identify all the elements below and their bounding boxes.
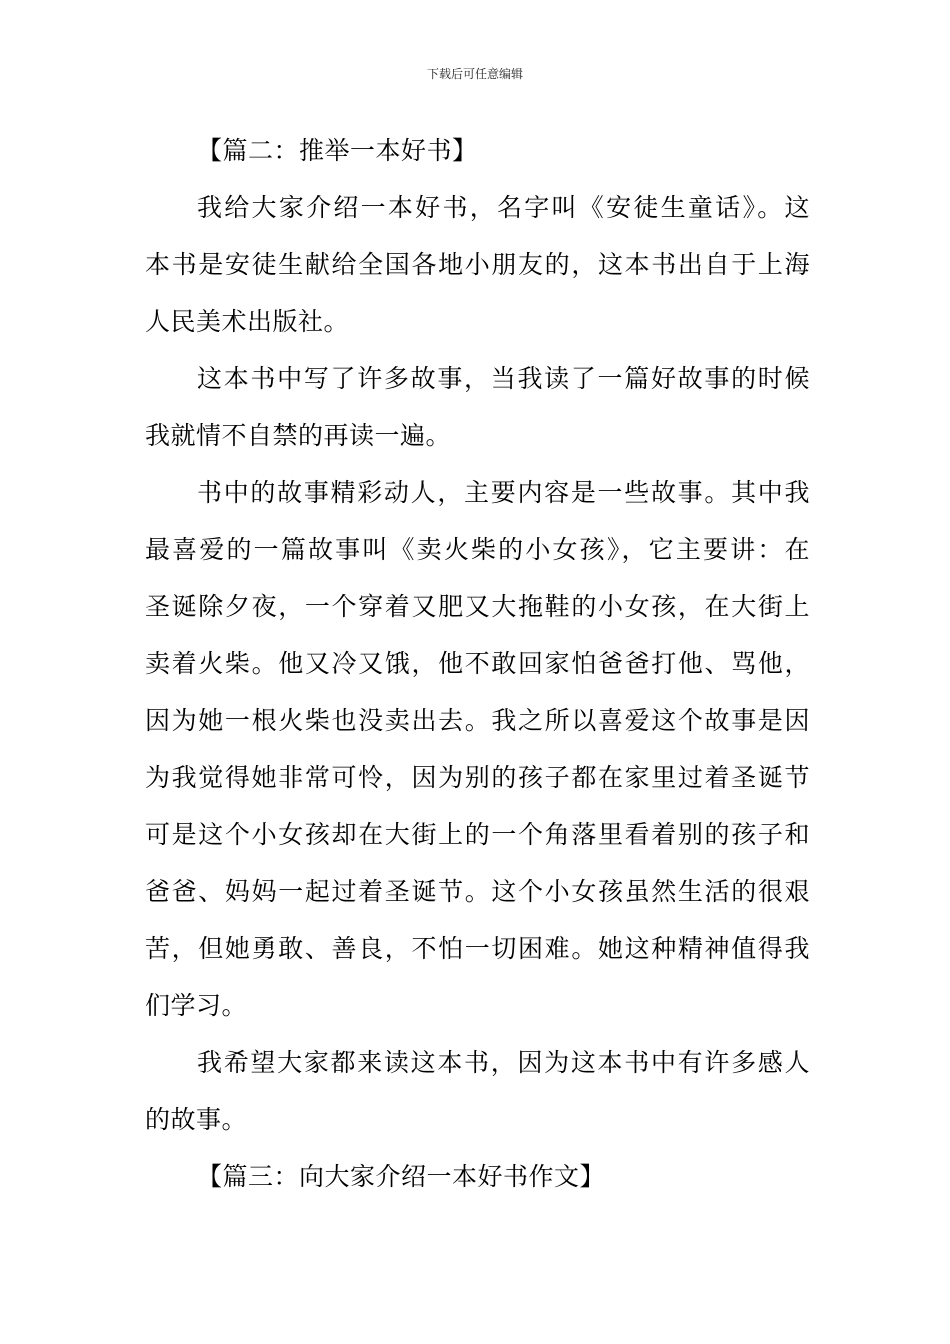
paragraph-3 (145, 464, 810, 1034)
paragraph-4 (145, 1034, 810, 1148)
page-header: 下载后可任意编辑 (426, 67, 523, 81)
paragraph-line: 苦，但她勇敢、善良，不怕一切困难。她这种精神值得我 (145, 934, 810, 963)
paragraph-line: 们学习。 (145, 991, 248, 1020)
paragraph-line: 书中的故事精彩动人，主要内容是一些故事。其中我 (197, 478, 810, 507)
paragraph-line: 我希望大家都来读这本书，因为这本书中有许多感人 (197, 1048, 810, 1077)
paragraph-line: 我给大家介绍一本好书，名字叫《安徒生童话》。这 (197, 193, 810, 222)
paragraph-line: 可是这个小女孩却在大街上的一个角落里看着别的孩子和 (145, 820, 810, 849)
paragraph-line: 本书是安徒生献给全国各地小朋友的，这本书出自于上海 (145, 250, 810, 279)
paragraph-line: 最喜爱的一篇故事叫《卖火柴的小女孩》，它主要讲：在 (145, 535, 810, 564)
paragraph-line: 爸爸、妈妈一起过着圣诞节。这个小女孩虽然生活的很艰 (145, 877, 810, 906)
section-heading-3: 【篇三：向大家介绍一本好书作文】 (197, 1162, 606, 1191)
paragraph-line: 卖着火柴。他又冷又饿，他不敢回家怕爸爸打他、骂他， (145, 649, 810, 678)
paragraph-line: 人民美术出版社。 (145, 307, 350, 336)
paragraph-line: 因为她一根火柴也没卖出去。我之所以喜爱这个故事是因 (145, 706, 810, 735)
paragraph-1 (145, 179, 810, 350)
paragraph-line: 圣诞除夕夜，一个穿着又肥又大拖鞋的小女孩，在大街上 (145, 592, 810, 621)
paragraph-line: 我就情不自禁的再读一遍。 (145, 421, 452, 450)
section-heading-2: 【篇二：推举一本好书】 (197, 136, 478, 165)
paragraph-line: 的故事。 (145, 1105, 248, 1134)
paragraph-line: 为我觉得她非常可怜，因为别的孩子都在家里过着圣诞节 (145, 763, 810, 792)
paragraph-2 (145, 350, 810, 464)
document-body (145, 122, 810, 1205)
paragraph-line: 这本书中写了许多故事，当我读了一篇好故事的时候 (197, 364, 810, 393)
